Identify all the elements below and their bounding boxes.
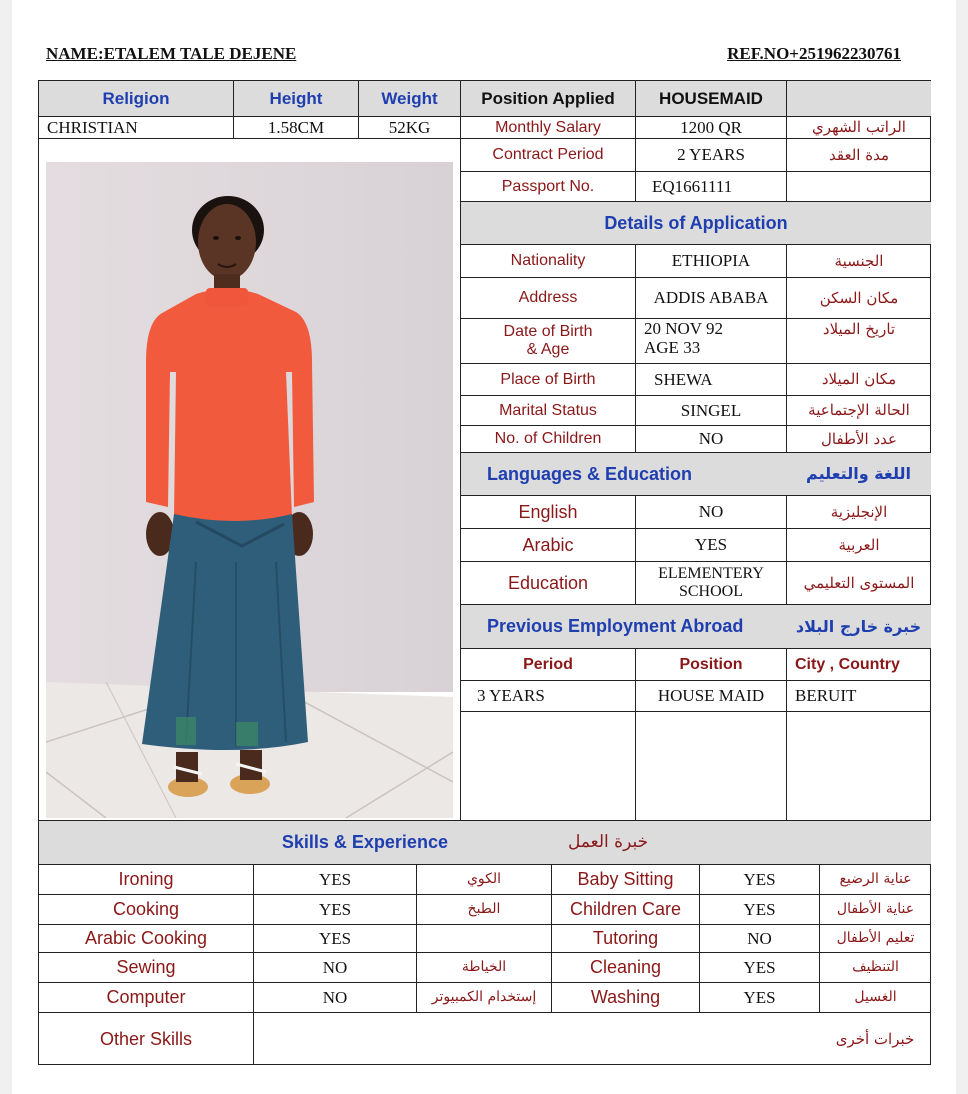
nationality-arabic: الجنسية — [786, 244, 931, 277]
place-of-birth-label: Place of Birth — [460, 363, 635, 395]
skill-right-value: NO — [699, 924, 819, 952]
contract-period-value: 2 YEARS — [635, 138, 786, 171]
skill-right-arabic: التنظيف — [819, 952, 931, 982]
nationality-value: ETHIOPIA — [635, 244, 786, 277]
place-of-birth-arabic: مكان الميلاد — [786, 363, 931, 395]
skill-left-value: NO — [253, 982, 416, 1012]
skill-right-arabic: الغسيل — [819, 982, 931, 1012]
skill-right-label: Washing — [551, 982, 699, 1012]
contract-period-arabic: مدة العقد — [786, 138, 931, 171]
arabic-value: YES — [635, 528, 786, 561]
education-line1: ELEMENTERY — [658, 565, 764, 583]
position-header: Position — [635, 648, 786, 680]
address-arabic: مكان السكن — [786, 277, 931, 318]
position-applied-label: Position Applied — [460, 80, 635, 116]
employment-country: BERUIT — [786, 680, 931, 711]
education-label: Education — [460, 561, 635, 604]
position-applied-blank — [786, 80, 931, 116]
skill-right-label: Children Care — [551, 894, 699, 924]
dob-label-line2: & Age — [526, 341, 570, 358]
employment-period: 3 YEARS — [460, 680, 635, 711]
skill-left-arabic — [416, 924, 551, 952]
languages-heading: Languages & Education — [460, 452, 786, 495]
employment-heading-arabic: خبرة خارج البلاد — [786, 604, 931, 648]
skill-left-arabic: إستخدام الكمبيوتر — [416, 982, 551, 1012]
weight-header: Weight — [358, 80, 460, 116]
dob-date: 20 NOV 92 — [644, 319, 724, 338]
children-label: No. of Children — [460, 425, 635, 452]
skills-heading-row — [38, 820, 931, 864]
marital-status-arabic: الحالة الإجتماعية — [786, 395, 931, 425]
dob-label-line1: Date of Birth — [503, 323, 593, 341]
period-header: Period — [460, 648, 635, 680]
skill-left-arabic: الخياطة — [416, 952, 551, 982]
reference-number: REF.NO+251962230761 — [727, 44, 901, 63]
skill-left-value: YES — [253, 924, 416, 952]
other-skills-arabic: خبرات أخرى — [819, 1012, 931, 1065]
skill-left-label: Cooking — [38, 894, 253, 924]
skill-left-arabic: الطبخ — [416, 894, 551, 924]
skill-right-arabic: تعليم الأطفال — [819, 924, 931, 952]
education-value — [635, 561, 786, 604]
employment-blank-3 — [786, 711, 931, 820]
skills-heading: Skills & Experience — [281, 832, 448, 853]
employment-position: HOUSE MAID — [635, 680, 786, 711]
dob-value — [635, 318, 786, 363]
religion-header: Religion — [38, 80, 233, 116]
details-heading: Details of Application — [460, 201, 931, 244]
monthly-salary-value: 1200 QR — [635, 116, 786, 138]
position-applied-value: HOUSEMAID — [635, 80, 786, 116]
skill-left-value: YES — [253, 864, 416, 894]
address-label: Address — [460, 277, 635, 318]
skill-right-arabic: عناية الرضيع — [819, 864, 931, 894]
skill-left-label: Computer — [38, 982, 253, 1012]
dob-age: AGE 33 — [644, 338, 701, 358]
contract-period-label: Contract Period — [460, 138, 635, 171]
applicant-photo — [46, 162, 453, 818]
skills-heading-arabic: خبرة العمل — [567, 831, 649, 852]
weight-value: 52KG — [358, 116, 460, 138]
skill-left-arabic: الكوي — [416, 864, 551, 894]
marital-status-value: SINGEL — [635, 395, 786, 425]
skill-right-value: YES — [699, 894, 819, 924]
place-of-birth-value: SHEWA — [635, 363, 786, 395]
passport-blank — [786, 171, 931, 201]
country-header: City , Country — [786, 648, 931, 680]
skill-left-label: Ironing — [38, 864, 253, 894]
languages-heading-arabic: اللغة والتعليم — [786, 452, 931, 495]
height-header: Height — [233, 80, 358, 116]
religion-value: CHRISTIAN — [38, 116, 233, 138]
skill-right-label: Cleaning — [551, 952, 699, 982]
skill-right-value: YES — [699, 952, 819, 982]
other-skills-value — [253, 1012, 819, 1065]
marital-status-label: Marital Status — [460, 395, 635, 425]
height-value: 1.58CM — [233, 116, 358, 138]
passport-label: Passport No. — [460, 171, 635, 201]
other-skills-label: Other Skills — [38, 1012, 253, 1065]
skill-right-value: YES — [699, 864, 819, 894]
english-label: English — [460, 495, 635, 528]
dob-arabic: تاريخ الميلاد — [786, 318, 931, 363]
children-arabic: عدد الأطفال — [786, 425, 931, 452]
applicant-name: NAME:ETALEM TALE DEJENE — [46, 44, 297, 63]
english-arabic: الإنجليزية — [786, 495, 931, 528]
english-value: NO — [635, 495, 786, 528]
skill-left-value: YES — [253, 894, 416, 924]
employment-heading: Previous Employment Abroad — [460, 604, 786, 648]
address-value: ADDIS ABABA — [635, 277, 786, 318]
skill-right-arabic: عناية الأطفال — [819, 894, 931, 924]
skill-left-label: Sewing — [38, 952, 253, 982]
passport-value: EQ1661111 — [635, 171, 786, 201]
arabic-arabic: العربية — [786, 528, 931, 561]
employment-blank-2 — [635, 711, 786, 820]
arabic-label: Arabic — [460, 528, 635, 561]
education-arabic: المستوى التعليمي — [786, 561, 931, 604]
monthly-salary-arabic: الراتب الشهري — [786, 116, 931, 138]
skill-right-label: Baby Sitting — [551, 864, 699, 894]
employment-blank-1 — [460, 711, 635, 820]
skill-right-value: YES — [699, 982, 819, 1012]
dob-label — [460, 318, 635, 363]
nationality-label: Nationality — [460, 244, 635, 277]
skill-right-label: Tutoring — [551, 924, 699, 952]
skill-left-label: Arabic Cooking — [38, 924, 253, 952]
skill-left-value: NO — [253, 952, 416, 982]
monthly-salary-label: Monthly Salary — [460, 116, 635, 138]
children-value: NO — [635, 425, 786, 452]
education-line2: SCHOOL — [678, 583, 743, 600]
